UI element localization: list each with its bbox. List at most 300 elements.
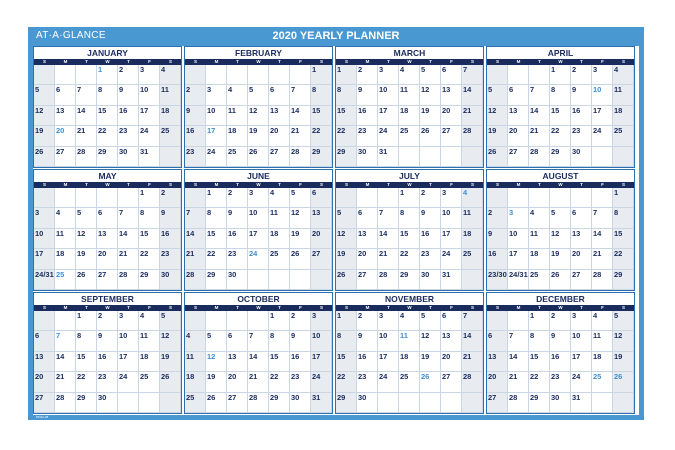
day-cell[interactable] <box>357 331 378 351</box>
day-cell[interactable] <box>550 331 571 351</box>
day-cell[interactable] <box>185 188 206 208</box>
day-cell[interactable] <box>76 311 97 331</box>
day-cell[interactable] <box>399 208 420 228</box>
day-cell[interactable] <box>311 270 332 290</box>
day-cell[interactable] <box>76 372 97 392</box>
day-cell[interactable] <box>118 229 139 249</box>
day-cell[interactable] <box>441 229 462 249</box>
day-cell[interactable] <box>592 229 613 249</box>
day-cell[interactable] <box>76 331 97 351</box>
day-cell[interactable] <box>269 249 290 269</box>
day-cell[interactable] <box>206 372 227 392</box>
day-cell[interactable] <box>508 249 529 269</box>
day-cell[interactable] <box>613 229 634 249</box>
day-cell[interactable] <box>118 147 139 167</box>
day-cell[interactable] <box>248 249 269 269</box>
day-cell[interactable] <box>529 208 550 228</box>
day-cell[interactable] <box>269 311 290 331</box>
day-cell[interactable] <box>336 249 357 269</box>
day-cell[interactable] <box>97 372 118 392</box>
day-cell[interactable] <box>487 311 508 331</box>
day-cell[interactable] <box>55 331 76 351</box>
day-cell[interactable] <box>227 147 248 167</box>
day-cell[interactable] <box>529 106 550 126</box>
day-cell[interactable] <box>462 270 483 290</box>
day-cell[interactable] <box>441 85 462 105</box>
day-cell[interactable] <box>571 249 592 269</box>
day-cell[interactable] <box>441 65 462 85</box>
day-cell[interactable] <box>357 126 378 146</box>
day-cell[interactable] <box>97 249 118 269</box>
day-cell[interactable] <box>97 65 118 85</box>
day-cell[interactable] <box>420 106 441 126</box>
day-cell[interactable] <box>118 85 139 105</box>
day-cell[interactable] <box>592 147 613 167</box>
day-cell[interactable] <box>118 270 139 290</box>
day-cell[interactable] <box>227 188 248 208</box>
day-cell[interactable] <box>139 208 160 228</box>
day-cell[interactable] <box>592 126 613 146</box>
day-cell[interactable] <box>55 352 76 372</box>
day-cell[interactable] <box>76 188 97 208</box>
day-cell[interactable] <box>399 270 420 290</box>
day-cell[interactable] <box>206 208 227 228</box>
day-cell[interactable] <box>269 229 290 249</box>
day-cell[interactable] <box>508 188 529 208</box>
day-cell[interactable] <box>269 126 290 146</box>
day-cell[interactable] <box>139 249 160 269</box>
day-cell[interactable] <box>462 249 483 269</box>
day-cell[interactable] <box>378 352 399 372</box>
day-cell[interactable] <box>550 106 571 126</box>
day-cell[interactable] <box>462 106 483 126</box>
day-cell[interactable] <box>529 311 550 331</box>
day-cell[interactable] <box>613 208 634 228</box>
day-cell[interactable] <box>613 331 634 351</box>
day-cell[interactable] <box>118 188 139 208</box>
day-cell[interactable] <box>550 352 571 372</box>
day-cell[interactable] <box>227 311 248 331</box>
day-cell[interactable] <box>571 352 592 372</box>
day-cell[interactable] <box>160 188 181 208</box>
day-cell[interactable] <box>357 311 378 331</box>
day-cell[interactable] <box>487 106 508 126</box>
day-cell[interactable] <box>487 85 508 105</box>
day-cell[interactable] <box>529 393 550 413</box>
day-cell[interactable] <box>613 106 634 126</box>
day-cell[interactable] <box>185 249 206 269</box>
day-cell[interactable] <box>529 352 550 372</box>
day-cell[interactable] <box>269 85 290 105</box>
day-cell[interactable] <box>160 352 181 372</box>
day-cell[interactable] <box>592 372 613 392</box>
day-cell[interactable] <box>34 270 55 290</box>
day-cell[interactable] <box>336 65 357 85</box>
day-cell[interactable] <box>441 208 462 228</box>
day-cell[interactable] <box>139 65 160 85</box>
day-cell[interactable] <box>592 85 613 105</box>
day-cell[interactable] <box>97 311 118 331</box>
day-cell[interactable] <box>311 352 332 372</box>
day-cell[interactable] <box>441 188 462 208</box>
day-cell[interactable] <box>227 126 248 146</box>
day-cell[interactable] <box>550 249 571 269</box>
day-cell[interactable] <box>55 126 76 146</box>
day-cell[interactable] <box>399 249 420 269</box>
day-cell[interactable] <box>357 393 378 413</box>
day-cell[interactable] <box>462 393 483 413</box>
day-cell[interactable] <box>34 188 55 208</box>
day-cell[interactable] <box>571 147 592 167</box>
day-cell[interactable] <box>508 65 529 85</box>
day-cell[interactable] <box>441 126 462 146</box>
day-cell[interactable] <box>441 147 462 167</box>
day-cell[interactable] <box>248 188 269 208</box>
day-cell[interactable] <box>420 147 441 167</box>
day-cell[interactable] <box>139 147 160 167</box>
day-cell[interactable] <box>34 372 55 392</box>
day-cell[interactable] <box>118 311 139 331</box>
day-cell[interactable] <box>441 270 462 290</box>
day-cell[interactable] <box>378 65 399 85</box>
day-cell[interactable] <box>462 65 483 85</box>
day-cell[interactable] <box>378 229 399 249</box>
day-cell[interactable] <box>34 65 55 85</box>
day-cell[interactable] <box>399 311 420 331</box>
day-cell[interactable] <box>248 65 269 85</box>
day-cell[interactable] <box>269 65 290 85</box>
day-cell[interactable] <box>378 393 399 413</box>
day-cell[interactable] <box>311 126 332 146</box>
day-cell[interactable] <box>311 393 332 413</box>
day-cell[interactable] <box>613 311 634 331</box>
day-cell[interactable] <box>529 188 550 208</box>
day-cell[interactable] <box>206 270 227 290</box>
day-cell[interactable] <box>550 311 571 331</box>
day-cell[interactable] <box>118 372 139 392</box>
day-cell[interactable] <box>139 311 160 331</box>
day-cell[interactable] <box>357 106 378 126</box>
day-cell[interactable] <box>55 393 76 413</box>
day-cell[interactable] <box>508 331 529 351</box>
day-cell[interactable] <box>76 208 97 228</box>
day-cell[interactable] <box>378 106 399 126</box>
day-cell[interactable] <box>441 331 462 351</box>
day-cell[interactable] <box>336 311 357 331</box>
day-cell[interactable] <box>118 208 139 228</box>
day-cell[interactable] <box>462 229 483 249</box>
day-cell[interactable] <box>571 188 592 208</box>
day-cell[interactable] <box>76 229 97 249</box>
day-cell[interactable] <box>336 229 357 249</box>
day-cell[interactable] <box>139 372 160 392</box>
day-cell[interactable] <box>248 270 269 290</box>
day-cell[interactable] <box>269 393 290 413</box>
day-cell[interactable] <box>550 208 571 228</box>
day-cell[interactable] <box>592 270 613 290</box>
day-cell[interactable] <box>399 229 420 249</box>
day-cell[interactable] <box>357 147 378 167</box>
day-cell[interactable] <box>571 393 592 413</box>
day-cell[interactable] <box>420 393 441 413</box>
day-cell[interactable] <box>248 229 269 249</box>
day-cell[interactable] <box>55 208 76 228</box>
day-cell[interactable] <box>269 106 290 126</box>
day-cell[interactable] <box>378 331 399 351</box>
day-cell[interactable] <box>508 393 529 413</box>
day-cell[interactable] <box>336 188 357 208</box>
day-cell[interactable] <box>34 331 55 351</box>
day-cell[interactable] <box>592 188 613 208</box>
day-cell[interactable] <box>399 85 420 105</box>
day-cell[interactable] <box>420 208 441 228</box>
day-cell[interactable] <box>420 249 441 269</box>
day-cell[interactable] <box>227 393 248 413</box>
day-cell[interactable] <box>571 372 592 392</box>
day-cell[interactable] <box>290 372 311 392</box>
day-cell[interactable] <box>139 126 160 146</box>
day-cell[interactable] <box>462 85 483 105</box>
day-cell[interactable] <box>462 372 483 392</box>
day-cell[interactable] <box>508 208 529 228</box>
day-cell[interactable] <box>550 147 571 167</box>
day-cell[interactable] <box>248 311 269 331</box>
day-cell[interactable] <box>206 106 227 126</box>
day-cell[interactable] <box>290 249 311 269</box>
day-cell[interactable] <box>357 85 378 105</box>
day-cell[interactable] <box>378 270 399 290</box>
day-cell[interactable] <box>160 331 181 351</box>
day-cell[interactable] <box>529 126 550 146</box>
day-cell[interactable] <box>336 85 357 105</box>
day-cell[interactable] <box>571 208 592 228</box>
day-cell[interactable] <box>550 65 571 85</box>
day-cell[interactable] <box>357 229 378 249</box>
day-cell[interactable] <box>206 229 227 249</box>
day-cell[interactable] <box>185 85 206 105</box>
day-cell[interactable] <box>227 65 248 85</box>
day-cell[interactable] <box>55 106 76 126</box>
day-cell[interactable] <box>160 126 181 146</box>
day-cell[interactable] <box>290 188 311 208</box>
day-cell[interactable] <box>97 106 118 126</box>
day-cell[interactable] <box>160 393 181 413</box>
day-cell[interactable] <box>613 393 634 413</box>
day-cell[interactable] <box>206 188 227 208</box>
day-cell[interactable] <box>227 372 248 392</box>
day-cell[interactable] <box>248 126 269 146</box>
day-cell[interactable] <box>206 126 227 146</box>
day-cell[interactable] <box>185 311 206 331</box>
day-cell[interactable] <box>613 126 634 146</box>
day-cell[interactable] <box>290 208 311 228</box>
day-cell[interactable] <box>34 126 55 146</box>
day-cell[interactable] <box>462 126 483 146</box>
day-cell[interactable] <box>160 85 181 105</box>
day-cell[interactable] <box>311 85 332 105</box>
day-cell[interactable] <box>420 270 441 290</box>
day-cell[interactable] <box>34 229 55 249</box>
day-cell[interactable] <box>55 85 76 105</box>
day-cell[interactable] <box>399 352 420 372</box>
day-cell[interactable] <box>185 106 206 126</box>
day-cell[interactable] <box>487 147 508 167</box>
day-cell[interactable] <box>378 147 399 167</box>
day-cell[interactable] <box>227 352 248 372</box>
day-cell[interactable] <box>311 65 332 85</box>
day-cell[interactable] <box>441 249 462 269</box>
day-cell[interactable] <box>378 188 399 208</box>
day-cell[interactable] <box>441 393 462 413</box>
day-cell[interactable] <box>118 126 139 146</box>
day-cell[interactable] <box>290 331 311 351</box>
day-cell[interactable] <box>311 106 332 126</box>
day-cell[interactable] <box>206 65 227 85</box>
day-cell[interactable] <box>378 126 399 146</box>
day-cell[interactable] <box>185 352 206 372</box>
day-cell[interactable] <box>529 331 550 351</box>
day-cell[interactable] <box>76 249 97 269</box>
day-cell[interactable] <box>487 270 508 290</box>
day-cell[interactable] <box>357 65 378 85</box>
day-cell[interactable] <box>248 208 269 228</box>
day-cell[interactable] <box>248 393 269 413</box>
day-cell[interactable] <box>357 270 378 290</box>
day-cell[interactable] <box>97 270 118 290</box>
day-cell[interactable] <box>227 249 248 269</box>
day-cell[interactable] <box>76 126 97 146</box>
day-cell[interactable] <box>311 229 332 249</box>
day-cell[interactable] <box>613 65 634 85</box>
day-cell[interactable] <box>139 188 160 208</box>
day-cell[interactable] <box>508 147 529 167</box>
day-cell[interactable] <box>160 270 181 290</box>
day-cell[interactable] <box>336 372 357 392</box>
day-cell[interactable] <box>571 311 592 331</box>
day-cell[interactable] <box>529 372 550 392</box>
day-cell[interactable] <box>613 270 634 290</box>
day-cell[interactable] <box>139 270 160 290</box>
day-cell[interactable] <box>290 126 311 146</box>
day-cell[interactable] <box>290 85 311 105</box>
day-cell[interactable] <box>206 393 227 413</box>
day-cell[interactable] <box>139 85 160 105</box>
day-cell[interactable] <box>55 65 76 85</box>
day-cell[interactable] <box>34 147 55 167</box>
day-cell[interactable] <box>160 229 181 249</box>
day-cell[interactable] <box>571 270 592 290</box>
day-cell[interactable] <box>34 85 55 105</box>
day-cell[interactable] <box>420 188 441 208</box>
day-cell[interactable] <box>269 208 290 228</box>
day-cell[interactable] <box>97 393 118 413</box>
day-cell[interactable] <box>118 249 139 269</box>
day-cell[interactable] <box>248 331 269 351</box>
day-cell[interactable] <box>97 126 118 146</box>
day-cell[interactable] <box>311 208 332 228</box>
day-cell[interactable] <box>34 208 55 228</box>
day-cell[interactable] <box>290 65 311 85</box>
day-cell[interactable] <box>487 208 508 228</box>
day-cell[interactable] <box>420 331 441 351</box>
day-cell[interactable] <box>420 65 441 85</box>
day-cell[interactable] <box>613 372 634 392</box>
day-cell[interactable] <box>441 372 462 392</box>
day-cell[interactable] <box>441 352 462 372</box>
day-cell[interactable] <box>185 331 206 351</box>
day-cell[interactable] <box>248 85 269 105</box>
day-cell[interactable] <box>269 352 290 372</box>
day-cell[interactable] <box>571 65 592 85</box>
day-cell[interactable] <box>420 126 441 146</box>
day-cell[interactable] <box>487 229 508 249</box>
day-cell[interactable] <box>399 188 420 208</box>
day-cell[interactable] <box>76 147 97 167</box>
day-cell[interactable] <box>420 372 441 392</box>
day-cell[interactable] <box>206 311 227 331</box>
day-cell[interactable] <box>290 311 311 331</box>
day-cell[interactable] <box>269 147 290 167</box>
day-cell[interactable] <box>550 372 571 392</box>
day-cell[interactable] <box>185 372 206 392</box>
day-cell[interactable] <box>34 106 55 126</box>
day-cell[interactable] <box>487 372 508 392</box>
day-cell[interactable] <box>269 270 290 290</box>
day-cell[interactable] <box>592 249 613 269</box>
day-cell[interactable] <box>571 229 592 249</box>
day-cell[interactable] <box>206 85 227 105</box>
day-cell[interactable] <box>269 372 290 392</box>
day-cell[interactable] <box>592 208 613 228</box>
day-cell[interactable] <box>336 208 357 228</box>
day-cell[interactable] <box>508 229 529 249</box>
day-cell[interactable] <box>185 65 206 85</box>
day-cell[interactable] <box>592 393 613 413</box>
day-cell[interactable] <box>462 352 483 372</box>
day-cell[interactable] <box>118 393 139 413</box>
day-cell[interactable] <box>206 249 227 269</box>
day-cell[interactable] <box>462 208 483 228</box>
day-cell[interactable] <box>55 229 76 249</box>
day-cell[interactable] <box>76 65 97 85</box>
day-cell[interactable] <box>290 270 311 290</box>
day-cell[interactable] <box>613 249 634 269</box>
day-cell[interactable] <box>290 393 311 413</box>
day-cell[interactable] <box>97 85 118 105</box>
day-cell[interactable] <box>529 85 550 105</box>
day-cell[interactable] <box>336 106 357 126</box>
day-cell[interactable] <box>508 352 529 372</box>
day-cell[interactable] <box>508 270 529 290</box>
day-cell[interactable] <box>336 270 357 290</box>
day-cell[interactable] <box>227 106 248 126</box>
day-cell[interactable] <box>248 106 269 126</box>
day-cell[interactable] <box>227 229 248 249</box>
day-cell[interactable] <box>441 311 462 331</box>
day-cell[interactable] <box>311 147 332 167</box>
day-cell[interactable] <box>185 126 206 146</box>
day-cell[interactable] <box>487 188 508 208</box>
day-cell[interactable] <box>357 208 378 228</box>
day-cell[interactable] <box>592 331 613 351</box>
day-cell[interactable] <box>378 311 399 331</box>
day-cell[interactable] <box>160 147 181 167</box>
day-cell[interactable] <box>55 270 76 290</box>
day-cell[interactable] <box>399 393 420 413</box>
day-cell[interactable] <box>357 352 378 372</box>
day-cell[interactable] <box>508 126 529 146</box>
day-cell[interactable] <box>55 311 76 331</box>
